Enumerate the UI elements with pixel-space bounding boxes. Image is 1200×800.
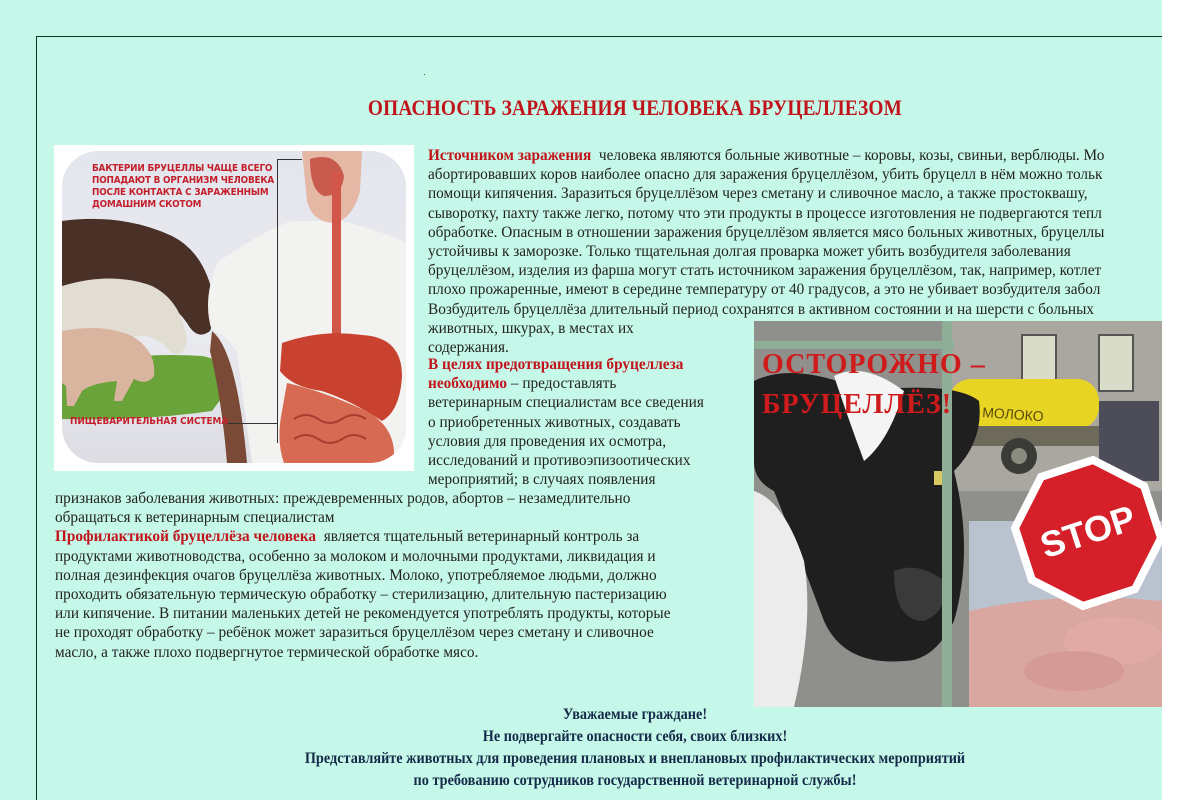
frame-border-top <box>36 36 1162 37</box>
caption-leader-line <box>277 159 278 443</box>
illustration-caption: БАКТЕРИИ БРУЦЕЛЛЫ ЧАЩЕ ВСЕГО ПОПАДАЮТ В ОРГАНИЗМ ЧЕЛОВЕКА ПОСЛЕ КОНТАКТА С ЗАРАЖЕННЫМ ДОМАШНИМ СКОТОМ <box>92 163 275 210</box>
paragraph-prevention: В целях предотвращения бруцеллеза необходимо – предоставлять ветеринарным специалистам все сведения о приобретенных животных, создавать условия для проведения их осмотра, исследований и противоэпизоотических мероприятий; в случаях появления <box>428 356 704 489</box>
digestive-system-illustration <box>54 145 414 471</box>
highlight-prophylaxis: Профилактикой бруцеллёза человека <box>55 528 317 546</box>
stop-sign-text: STOP <box>1035 496 1141 567</box>
warning-headline: ОСТОРОЖНО – БРУЦЕЛЛЁЗ! <box>762 349 986 420</box>
paragraph-infection-source: Источником заражения человека являются больные животные – коровы, козы, свиньи, верблюды. Мо абортировавших коров наиболее опасно для заражения бруцеллёзом, убить бруцелл в нём можно тольк помощи кипячения. Заразиться бруцеллёзом через сметану и сливочное масло, а также простоквашу, сыворотку, пахту также легко, потому что эти продукты в процессе изготовления не подвергаются тепл обработке. Опасным в отношении заражения бруцеллёзом является мясо больных животных, бруцеллы устойчивы к заморозке. Только тщательная долгая проварка может убить возбудителя заболевания бруцеллёзом, изделия из фарша могут стать источником заражения бруцеллёзом, так, например, котлет плохо прожаренные, имеют в середине температуру от 40 градусов, а это не убивает возбудителя забол Возбудитель бруцеллёза длительный период сохранятся в активном состоянии и на шерсти с больных животных, шкурах, в местах их содержания. <box>428 147 1105 357</box>
illustration-background <box>62 151 406 463</box>
caption-leader-bottom <box>227 423 277 424</box>
warning-photo-collage <box>754 321 1162 707</box>
digestive-system-label: ПИЩЕВАРИТЕЛЬНАЯ СИСТЕМА <box>70 416 229 427</box>
highlight-prevention: В целях предотвращения бруцеллеза <box>428 356 684 373</box>
stray-dot <box>424 74 425 75</box>
highlight-infection-source: Источником заражения <box>428 147 592 164</box>
svg-text:МОЛОКО: МОЛОКО <box>981 404 1045 425</box>
citizens-appeal: Уважаемые граждане! Не подвергайте опасности себя, своих близких! Представляйте животных для проведения плановых и внеплановых профилактических мероприятий по требованию сотрудников государственной ветеринарной службы! <box>304 706 966 789</box>
frame-border-left <box>36 36 37 800</box>
caption-leader-top <box>277 159 302 160</box>
paragraph-prophylaxis: признаков заболевания животных: преждевременных родов, абортов – незамедлительно обращаться к ветеринарным специалистам Профилактикой бруцеллёза человека является тщательный ветеринарный контроль за продуктами животноводства, особенно за молоком и молочными продуктами, ликвидация и полная дезинфекция очагов бруцеллёза животных. Молоко, употребляемое людьми, должно проходить обязательную термическую обработку – стерилизацию, длительную пастеризацию или кипячение. В питании маленьких детей не рекомендуется употреблять продукты, которые не проходят обработку – ребёнок может заразиться бруцеллёзом через сметану и сливочное масло, а также плохо подвергнутое термической обработке мясо. <box>55 490 671 661</box>
page-title: ОПАСНОСТЬ ЗАРАЖЕНИЯ ЧЕЛОВЕКА БРУЦЕЛЛЕЗОМ <box>367 95 903 120</box>
